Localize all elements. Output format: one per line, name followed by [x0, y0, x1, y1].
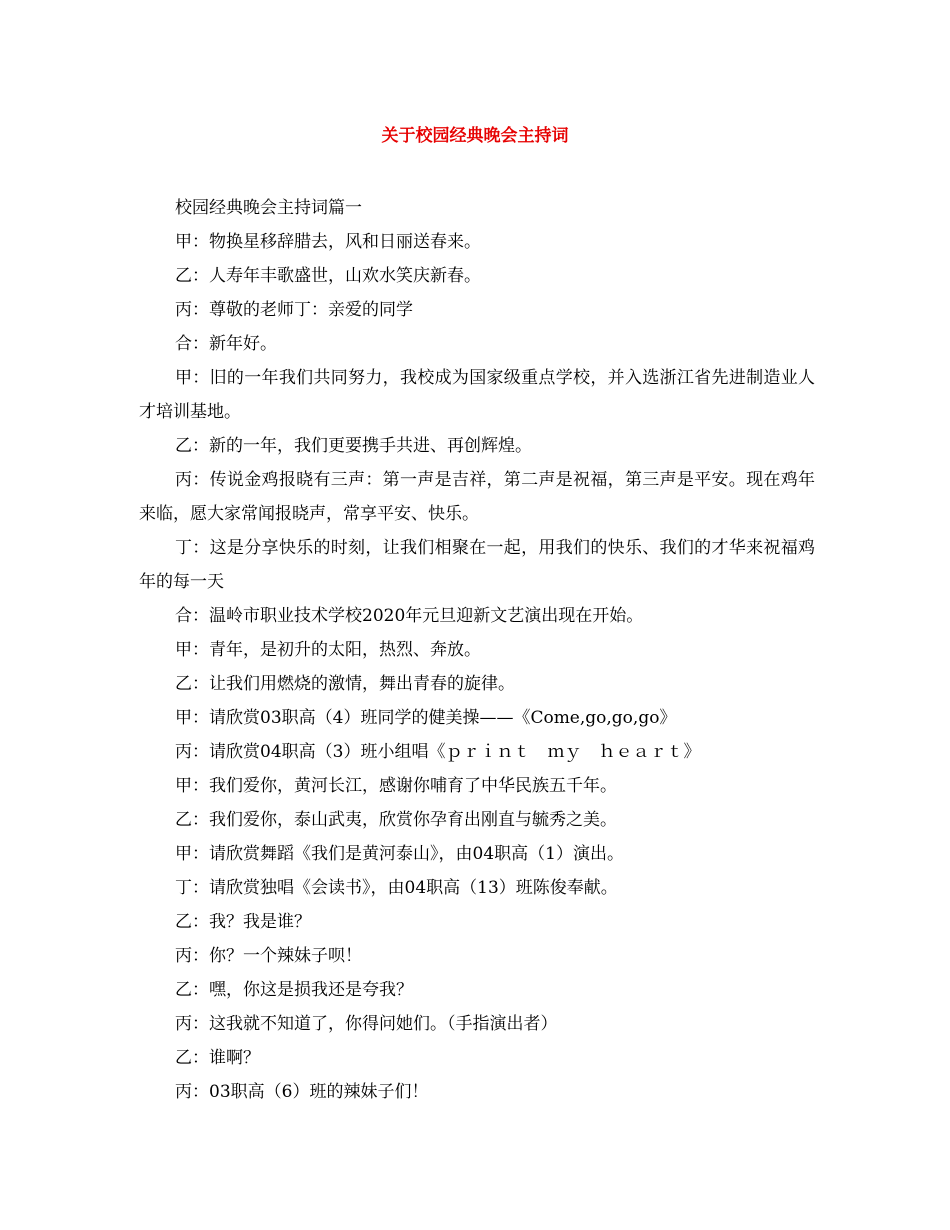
paragraph: 甲：青年，是初升的太阳，热烈、奔放。 — [175, 640, 481, 660]
paragraph: 甲：物换星移辞腊去，风和日丽送春来。 — [175, 232, 481, 252]
paragraph: 乙：人寿年丰歌盛世，山欢水笑庆新春。 — [175, 266, 481, 286]
paragraph: 合：温岭市职业技术学校2020年元旦迎新文艺演出现在开始。 — [175, 606, 644, 626]
document-body — [139, 191, 815, 1109]
paragraph: 丙：尊敬的老师丁：亲爱的同学 — [175, 300, 413, 320]
paragraph: 校园经典晚会主持词篇一 — [175, 198, 362, 218]
paragraph: 丙：传说金鸡报晓有三声：第一声是吉祥，第二声是祝福，第三声是平安。现在鸡年来临，愿大家常闻报晓声，常享平安、快乐。 — [139, 470, 815, 524]
paragraph: 乙：谁啊？ — [175, 1048, 260, 1068]
paragraph: 丙：这我就不知道了，你得问她们。（手指演出者） — [175, 1014, 558, 1034]
paragraph: 乙：嘿，你这是损我还是夸我？ — [175, 980, 413, 1000]
paragraph: 丙：03职高（6）班的辣妹子们！ — [175, 1082, 429, 1102]
paragraph: 乙：让我们用燃烧的激情，舞出青春的旋律。 — [175, 674, 515, 694]
paragraph: 丙：你？一个辣妹子呗！ — [175, 946, 362, 966]
paragraph: 甲：请欣赏舞蹈《我们是黄河泰山》，由04职高（1）演出。 — [175, 844, 624, 864]
document-title: 关于校园经典晚会主持词 — [381, 126, 569, 146]
paragraph: 乙：我们爱你，泰山武夷，欣赏你孕育出刚直与毓秀之美。 — [175, 810, 617, 830]
paragraph: 丁：这是分享快乐的时刻，让我们相聚在一起，用我们的快乐、我们的才华来祝福鸡年的每一天 — [139, 538, 815, 592]
paragraph: 乙：我？我是谁？ — [175, 912, 311, 932]
paragraph: 乙：新的一年，我们更要携手共进、再创辉煌。 — [175, 436, 532, 456]
paragraph: 丁：请欣赏独唱《会读书》，由04职高（13）班陈俊奉献。 — [175, 878, 618, 898]
paragraph: 合：新年好。 — [175, 334, 277, 354]
paragraph: 丙：请欣赏04职高（3）班小组唱《ｐｒｉｎｔ ｍｙ ｈｅａｒｔ》 — [175, 742, 701, 762]
paragraph: 甲：旧的一年我们共同努力，我校成为国家级重点学校，并入选浙江省先进制造业人才培训基地。 — [139, 368, 815, 422]
paragraph: 甲：我们爱你，黄河长江，感谢你哺育了中华民族五千年。 — [175, 776, 617, 796]
paragraph: 甲：请欣赏03职高（4）班同学的健美操——《Come,go,go,go》 — [175, 708, 677, 728]
